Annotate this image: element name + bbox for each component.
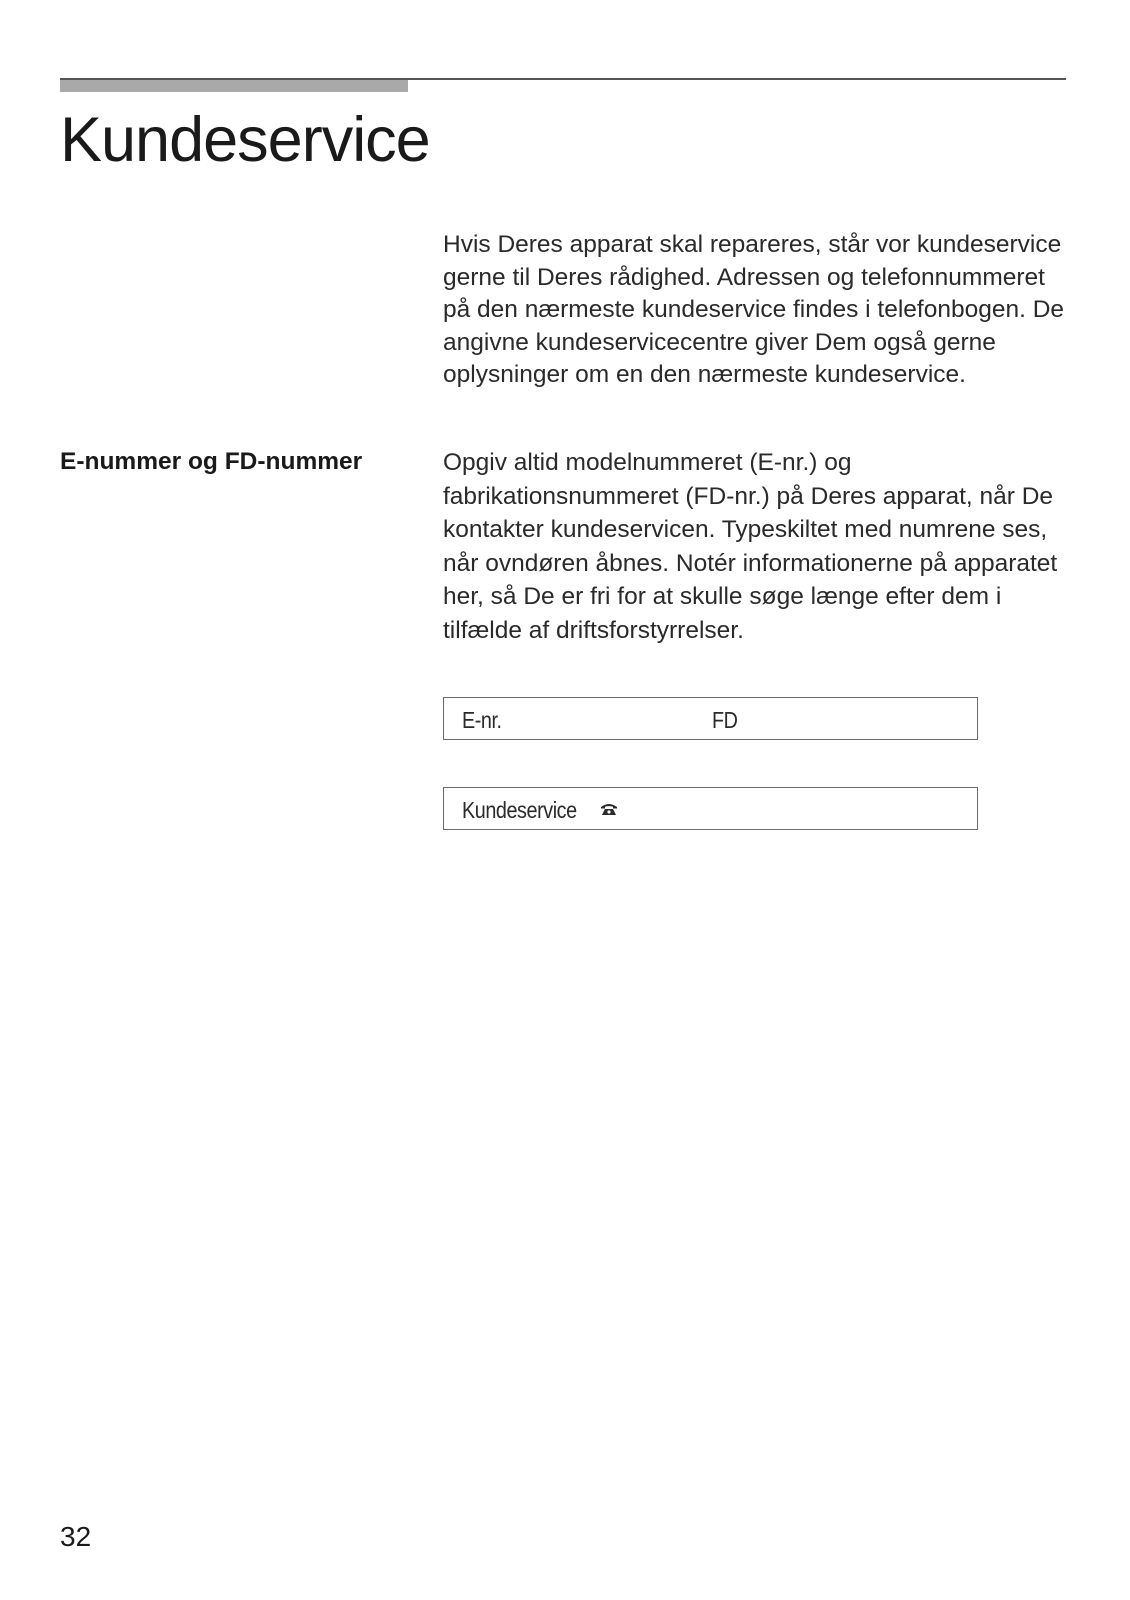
intro-paragraph: Hvis Deres apparat skal repareres, står vor kundeservice gerne til Deres rådighed. Adressen og telefonnummeret på den nærmeste kundeservice findes i telefonbogen. De angivne kundeservicecentre giver Dem også gerne oplysninger om en den nærmeste kundeservice. — [443, 231, 1065, 388]
customer-service-field[interactable] — [443, 787, 978, 830]
e-number-label: E-nr. — [462, 707, 502, 733]
page-number: 32 — [60, 1521, 92, 1552]
header-rule-bar — [60, 80, 408, 92]
fd-number-label: FD — [712, 707, 738, 733]
e-number-fd-field[interactable] — [443, 697, 978, 740]
section-heading: E-nummer og FD-nummer — [60, 448, 363, 475]
customer-service-label: Kundeservice — [462, 797, 577, 823]
section-paragraph: Opgiv altid modelnummeret (E-nr.) og fabrikationsnummeret (FD-nr.) på Deres apparat, når De kontakter kundeservicen. Typeskiltet med numrene ses, når ovndøren åbnes. Notér informationerne på apparatet her, så De er fri for at skulle søge længe efter dem i tilfælde af driftsforstyrrelser. — [443, 449, 1058, 644]
page-title: Kundeservice — [60, 105, 430, 175]
telephone-icon — [600, 802, 618, 816]
